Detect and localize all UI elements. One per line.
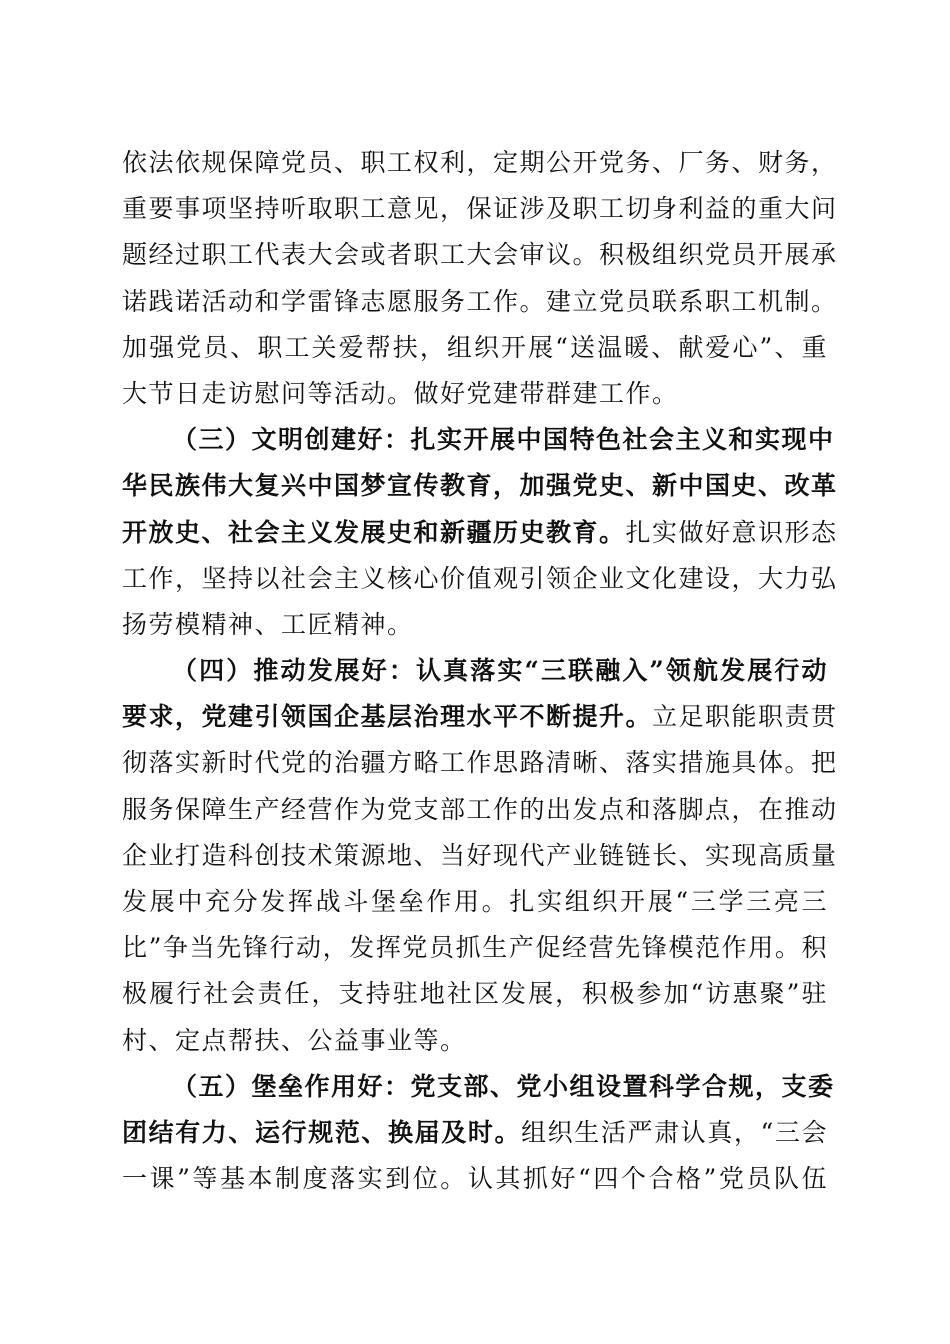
text-line bbox=[122, 648, 828, 694]
text-line bbox=[122, 1018, 828, 1064]
text-line bbox=[122, 325, 828, 371]
bold-text-segment: （三）文明创建好：扎实开展中国特色社会主义和实现中 bbox=[172, 425, 835, 455]
text-segment: 彻落实新时代党的治疆方略工作思路清晰、落实措施具体。把 bbox=[122, 748, 838, 778]
text-line bbox=[122, 186, 838, 232]
bold-text-segment: （五）堡垒作用好：党支部、党小组设置科学合规，支委 bbox=[172, 1071, 835, 1101]
text-line bbox=[122, 833, 838, 879]
text-line bbox=[122, 463, 838, 509]
text-segment: 发展中充分发挥战斗堡垒作用。扎实组织开展“三学三亮三 bbox=[122, 887, 828, 916]
text-segment: 工作，坚持以社会主义核心价值观引领企业文化建设，大力弘 bbox=[122, 563, 838, 593]
text-line bbox=[122, 1064, 835, 1110]
text-line bbox=[122, 602, 828, 648]
text-segment: 极履行社会责任，支持驻地社区发展，积极参加“访惠聚”驻 bbox=[122, 979, 828, 1009]
text-segment: 服务保障生产经营作为党支部工作的出发点和落脚点，在推动 bbox=[122, 794, 838, 824]
text-line bbox=[122, 925, 828, 971]
paragraph-fortress bbox=[122, 1064, 835, 1203]
text-segment: 依法依规保障党员、职工权利，定期公开党务、厂务、财务， bbox=[122, 148, 838, 177]
paragraph-rights bbox=[122, 140, 838, 417]
text-segment: 立足职能职责贯 bbox=[652, 702, 838, 732]
bold-text-segment: 华民族伟大复兴中国梦宣传教育，加强党史、新中国史、改革 bbox=[122, 471, 838, 501]
text-line bbox=[122, 417, 835, 463]
text-line bbox=[122, 1156, 828, 1202]
text-segment: 题经过职工代表大会或者职工大会审议。积极组织党员开展承 bbox=[122, 240, 838, 270]
text-segment: 比”争当先锋行动，发挥党员抓生产促经营先锋模范作用。积 bbox=[122, 933, 828, 963]
text-line bbox=[122, 694, 838, 740]
text-line bbox=[122, 279, 838, 325]
text-segment: 扬劳模精神、工匠精神。 bbox=[122, 609, 414, 639]
text-line bbox=[122, 510, 838, 556]
text-line bbox=[122, 140, 838, 186]
text-line bbox=[122, 1110, 828, 1156]
text-line bbox=[122, 879, 828, 925]
text-line bbox=[122, 740, 838, 786]
bold-text-segment: 团结有力、运行规范、换届及时。 bbox=[122, 1117, 522, 1147]
paragraph-development bbox=[122, 648, 838, 1064]
bold-text-segment: （四）推动发展好：认真落实“三联融入”领航发展行动 bbox=[172, 656, 828, 686]
text-line bbox=[122, 556, 838, 602]
text-line bbox=[122, 232, 838, 278]
text-segment: 诺践诺活动和学雷锋志愿服务工作。建立党员联系职工机制。 bbox=[122, 286, 838, 316]
text-segment: 扎实做好意识形态 bbox=[625, 517, 838, 547]
text-segment: 大节日走访慰问等活动。做好党建带群建工作。 bbox=[122, 378, 679, 408]
text-line bbox=[122, 371, 828, 417]
paragraph-civilization bbox=[122, 417, 838, 648]
text-segment: 一课”等基本制度落实到位。认其抓好“四个合格”党员队伍 bbox=[122, 1164, 828, 1194]
text-line bbox=[122, 971, 828, 1017]
document-body bbox=[122, 140, 838, 1202]
bold-text-segment: 开放史、社会主义发展史和新疆历史教育。 bbox=[122, 517, 626, 547]
text-segment: 加强党员、职工关爱帮扶，组织开展“送温暖、献爱心”、重 bbox=[122, 332, 828, 362]
text-line bbox=[122, 787, 838, 833]
text-segment: 企业打造科创技术策源地、当好现代产业链链长、实现高质量 bbox=[122, 840, 838, 870]
bold-text-segment: 要求，党建引领国企基层治理水平不断提升。 bbox=[122, 702, 653, 732]
text-segment: 村、定点帮扶、公益事业等。 bbox=[122, 1025, 467, 1055]
text-segment: 重要事项坚持听取职工意见，保证涉及职工切身利益的重大问 bbox=[122, 194, 838, 224]
text-segment: 组织生活严肃认真，“三会 bbox=[521, 1117, 828, 1147]
